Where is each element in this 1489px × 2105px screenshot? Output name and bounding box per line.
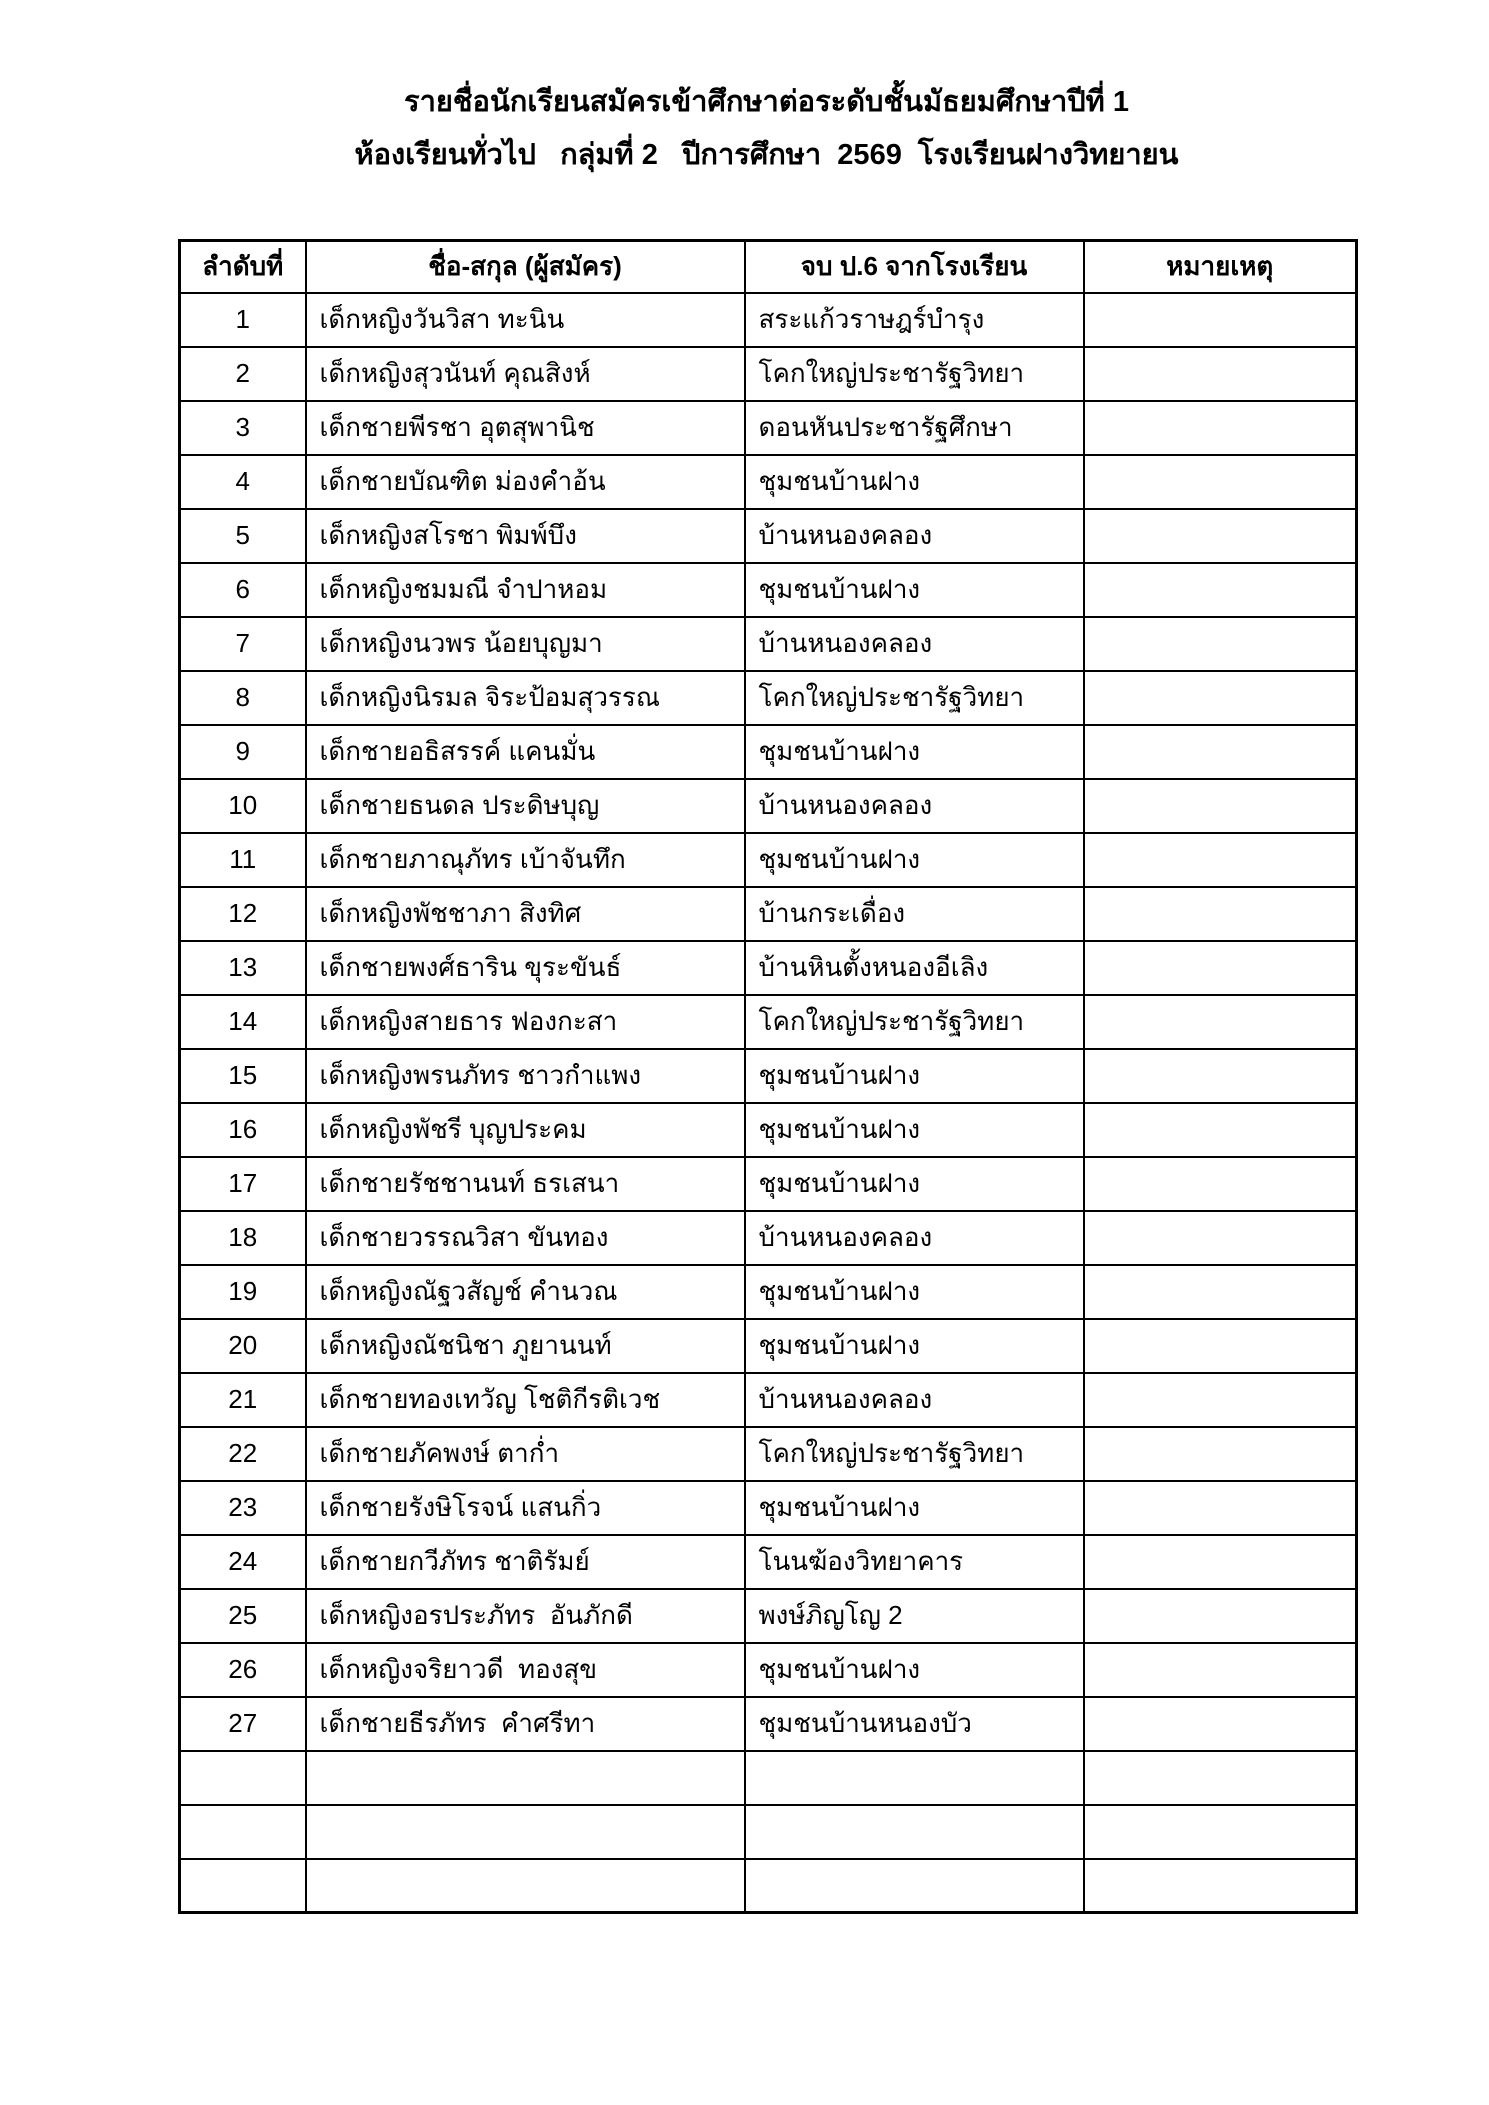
table-row	[180, 401, 1357, 455]
table-row	[180, 1157, 1357, 1211]
cell-student-name: เด็กหญิงสุวนันท์ คุณสิงห์	[306, 347, 745, 401]
cell-remark	[1084, 1481, 1357, 1535]
cell-school-name: โคกใหญ่ประชารัฐวิทยา	[745, 1427, 1084, 1481]
cell-remark	[1084, 617, 1357, 671]
cell-remark	[1084, 1157, 1357, 1211]
cell-student-name: เด็กหญิงพรนภัทร ชาวกำแพง	[306, 1049, 745, 1103]
cell-student-name: เด็กชายกวีภัทร ชาติรัมย์	[306, 1535, 745, 1589]
cell-remark	[1084, 995, 1357, 1049]
cell-remark	[1084, 671, 1357, 725]
cell-order-number: 20	[180, 1319, 306, 1373]
cell-order-number: 19	[180, 1265, 306, 1319]
cell-remark	[1084, 455, 1357, 509]
cell-order-number: 23	[180, 1481, 306, 1535]
cell-school-name: ชุมชนบ้านฝาง	[745, 1643, 1084, 1697]
cell-school-name: บ้านหนองคลอง	[745, 617, 1084, 671]
cell-remark	[1084, 1103, 1357, 1157]
table-row	[180, 509, 1357, 563]
cell-school-name: บ้านหินตั้งหนองอีเลิง	[745, 941, 1084, 995]
cell-order-number: 13	[180, 941, 306, 995]
cell-school-name: ชุมชนบ้านฝาง	[745, 1481, 1084, 1535]
cell-order-number-empty	[180, 1751, 306, 1805]
table-row	[180, 941, 1357, 995]
cell-school-name: บ้านหนองคลอง	[745, 1211, 1084, 1265]
cell-remark	[1084, 293, 1357, 347]
cell-remark	[1084, 1319, 1357, 1373]
cell-remark	[1084, 887, 1357, 941]
cell-student-name: เด็กชายรังษิโรจน์ แสนกิ่ว	[306, 1481, 745, 1535]
cell-order-number: 7	[180, 617, 306, 671]
cell-school-name: ชุมชนบ้านฝาง	[745, 563, 1084, 617]
cell-order-number: 12	[180, 887, 306, 941]
cell-school-name: ดอนหันประชารัฐศึกษา	[745, 401, 1084, 455]
cell-remark	[1084, 509, 1357, 563]
table-row	[180, 779, 1357, 833]
cell-order-number-empty	[180, 1805, 306, 1859]
cell-order-number: 3	[180, 401, 306, 455]
table-row	[180, 1049, 1357, 1103]
cell-school-name: โคกใหญ่ประชารัฐวิทยา	[745, 995, 1084, 1049]
cell-order-number: 11	[180, 833, 306, 887]
cell-school-name: ชุมชนบ้านฝาง	[745, 1265, 1084, 1319]
table-row	[180, 455, 1357, 509]
cell-remark	[1084, 1643, 1357, 1697]
cell-order-number: 5	[180, 509, 306, 563]
cell-school-name-empty	[745, 1751, 1084, 1805]
cell-order-number-empty	[180, 1859, 306, 1913]
cell-remark	[1084, 563, 1357, 617]
cell-student-name: เด็กชายภัคพงษ์ ตาก่ำ	[306, 1427, 745, 1481]
table-row-empty	[180, 1751, 1357, 1805]
cell-remark	[1084, 1265, 1357, 1319]
table-row	[180, 1103, 1357, 1157]
table-row	[180, 671, 1357, 725]
cell-school-name: ชุมชนบ้านฝาง	[745, 455, 1084, 509]
cell-student-name: เด็กหญิงพัชชาภา สิงทิศ	[306, 887, 745, 941]
cell-school-name: ชุมชนบ้านฝาง	[745, 725, 1084, 779]
cell-student-name: เด็กหญิงณัฐวสัญช์ คำนวณ	[306, 1265, 745, 1319]
cell-school-name: ชุมชนบ้านหนองบัว	[745, 1697, 1084, 1751]
table-row	[180, 563, 1357, 617]
cell-school-name: โคกใหญ่ประชารัฐวิทยา	[745, 347, 1084, 401]
cell-student-name: เด็กหญิงชมมณี จำปาหอม	[306, 563, 745, 617]
cell-order-number: 9	[180, 725, 306, 779]
cell-remark	[1084, 833, 1357, 887]
cell-order-number: 6	[180, 563, 306, 617]
cell-student-name: เด็กหญิงพัชรี บุญประคม	[306, 1103, 745, 1157]
cell-remark	[1084, 1589, 1357, 1643]
cell-order-number: 24	[180, 1535, 306, 1589]
cell-student-name: เด็กชายธนดล ประดิษบุญ	[306, 779, 745, 833]
cell-school-name: บ้านกระเดื่อง	[745, 887, 1084, 941]
cell-school-name: บ้านหนองคลอง	[745, 1373, 1084, 1427]
table-row	[180, 725, 1357, 779]
cell-order-number: 26	[180, 1643, 306, 1697]
document-title-block	[178, 82, 1355, 175]
table-row	[180, 887, 1357, 941]
table-row	[180, 833, 1357, 887]
cell-school-name: พงษ์ภิญโญ 2	[745, 1589, 1084, 1643]
table-row	[180, 1211, 1357, 1265]
header-graduated-school: จบ ป.6 จากโรงเรียน	[745, 241, 1084, 293]
table-row-empty	[180, 1805, 1357, 1859]
cell-remark	[1084, 725, 1357, 779]
table-row	[180, 1589, 1357, 1643]
cell-school-name: ชุมชนบ้านฝาง	[745, 1319, 1084, 1373]
cell-order-number: 14	[180, 995, 306, 1049]
cell-order-number: 10	[180, 779, 306, 833]
cell-student-name-empty	[306, 1805, 745, 1859]
table-row	[180, 293, 1357, 347]
cell-student-name: เด็กหญิงสายธาร ฟองกะสา	[306, 995, 745, 1049]
cell-student-name: เด็กชายบัณฑิต ม่องคำอ้น	[306, 455, 745, 509]
cell-remark	[1084, 1211, 1357, 1265]
table-row	[180, 1535, 1357, 1589]
cell-student-name: เด็กหญิงสโรชา พิมพ์บึง	[306, 509, 745, 563]
header-name-surname: ชื่อ-สกุล (ผู้สมัคร)	[306, 241, 745, 293]
cell-student-name: เด็กชายพงศ์ธาริน ขุระขันธ์	[306, 941, 745, 995]
cell-student-name: เด็กหญิงจริยาวดี ทองสุข	[306, 1643, 745, 1697]
document-title-line2: ห้องเรียนทั่วไป กลุ่มที่ 2 ปีการศึกษา 2569 โรงเรียนฝางวิทยายน	[354, 139, 1179, 171]
cell-remark	[1084, 1697, 1357, 1751]
cell-student-name: เด็กชายภาณุภัทร เบ้าจันทึก	[306, 833, 745, 887]
cell-school-name-empty	[745, 1859, 1084, 1913]
table-row	[180, 1427, 1357, 1481]
cell-order-number: 2	[180, 347, 306, 401]
cell-order-number: 16	[180, 1103, 306, 1157]
document-title-line1: รายชื่อนักเรียนสมัครเข้าศึกษาต่อระดับชั้นมัธยมศึกษาปีที่ 1	[404, 86, 1129, 118]
cell-student-name: เด็กหญิงนวพร น้อยบุญมา	[306, 617, 745, 671]
cell-school-name: สระแก้วราษฎร์บำรุง	[745, 293, 1084, 347]
cell-order-number: 22	[180, 1427, 306, 1481]
cell-student-name: เด็กชายทองเทวัญ โชติกีรติเวช	[306, 1373, 745, 1427]
cell-student-name: เด็กหญิงนิรมล จิระป้อมสุวรรณ	[306, 671, 745, 725]
cell-order-number: 21	[180, 1373, 306, 1427]
table-row	[180, 1643, 1357, 1697]
table-header-row	[180, 241, 1357, 293]
cell-student-name-empty	[306, 1751, 745, 1805]
student-applicant-table	[178, 239, 1358, 1914]
cell-school-name: ชุมชนบ้านฝาง	[745, 1157, 1084, 1211]
cell-remark-empty	[1084, 1751, 1357, 1805]
cell-student-name: เด็กชายวรรณวิสา ขันทอง	[306, 1211, 745, 1265]
cell-remark-empty	[1084, 1805, 1357, 1859]
table-row	[180, 1373, 1357, 1427]
table-row-empty	[180, 1859, 1357, 1913]
cell-order-number: 15	[180, 1049, 306, 1103]
cell-school-name: โนนฆ้องวิทยาคาร	[745, 1535, 1084, 1589]
cell-remark	[1084, 941, 1357, 995]
cell-order-number: 27	[180, 1697, 306, 1751]
cell-student-name: เด็กหญิงวันวิสา ทะนิน	[306, 293, 745, 347]
table-row	[180, 1265, 1357, 1319]
header-order-number: ลำดับที่	[180, 241, 306, 293]
cell-remark	[1084, 1049, 1357, 1103]
cell-student-name: เด็กชายอธิสรรค์ แคนมั่น	[306, 725, 745, 779]
cell-remark	[1084, 1373, 1357, 1427]
cell-remark	[1084, 779, 1357, 833]
cell-school-name: ชุมชนบ้านฝาง	[745, 1103, 1084, 1157]
table-row	[180, 995, 1357, 1049]
cell-order-number: 18	[180, 1211, 306, 1265]
cell-student-name: เด็กชายรัชชานนท์ ธรเสนา	[306, 1157, 745, 1211]
cell-school-name: ชุมชนบ้านฝาง	[745, 1049, 1084, 1103]
cell-school-name-empty	[745, 1805, 1084, 1859]
cell-order-number: 17	[180, 1157, 306, 1211]
cell-school-name: บ้านหนองคลอง	[745, 509, 1084, 563]
cell-order-number: 25	[180, 1589, 306, 1643]
cell-order-number: 4	[180, 455, 306, 509]
cell-order-number: 1	[180, 293, 306, 347]
cell-remark	[1084, 347, 1357, 401]
cell-remark-empty	[1084, 1859, 1357, 1913]
cell-order-number: 8	[180, 671, 306, 725]
table-row	[180, 347, 1357, 401]
table-row	[180, 1319, 1357, 1373]
cell-school-name: ชุมชนบ้านฝาง	[745, 833, 1084, 887]
cell-remark	[1084, 1427, 1357, 1481]
header-remarks: หมายเหตุ	[1084, 241, 1357, 293]
table-row	[180, 1697, 1357, 1751]
cell-school-name: บ้านหนองคลอง	[745, 779, 1084, 833]
table-row	[180, 617, 1357, 671]
cell-remark	[1084, 1535, 1357, 1589]
cell-student-name: เด็กหญิงอรประภัทร อันภักดี	[306, 1589, 745, 1643]
cell-remark	[1084, 401, 1357, 455]
table-row	[180, 1481, 1357, 1535]
cell-student-name: เด็กชายพีรชา อุตสุพานิช	[306, 401, 745, 455]
cell-school-name: โคกใหญ่ประชารัฐวิทยา	[745, 671, 1084, 725]
cell-student-name-empty	[306, 1859, 745, 1913]
cell-student-name: เด็กหญิงณัชนิชา ภูยานนท์	[306, 1319, 745, 1373]
cell-student-name: เด็กชายธีรภัทร คำศรีทา	[306, 1697, 745, 1751]
